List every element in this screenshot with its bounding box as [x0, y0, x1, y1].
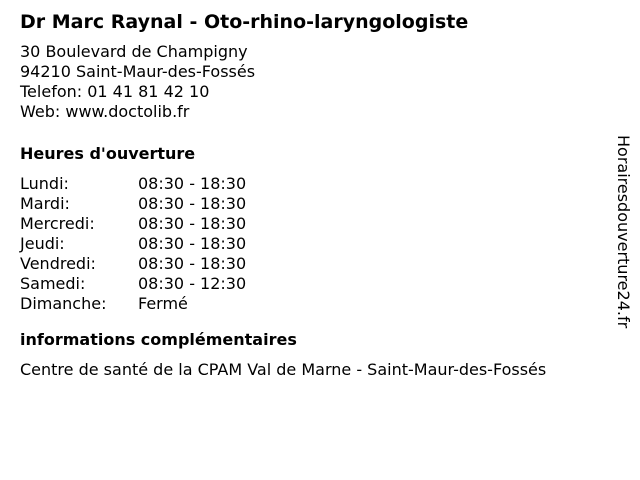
day-label: Samedi:	[20, 274, 86, 293]
page-title: Dr Marc Raynal - Oto-rhino-laryngologiste	[20, 11, 469, 33]
address-street: 30 Boulevard de Champigny	[20, 42, 248, 61]
additional-info-text: Centre de santé de la CPAM Val de Marne - Saint-Maur-des-Fossés	[20, 360, 547, 379]
day-hours: 08:30 - 12:30	[138, 274, 247, 293]
hours-row-sunday	[20, 294, 610, 314]
hours-row-wednesday	[20, 214, 610, 234]
website: Web: www.doctolib.fr	[20, 102, 190, 121]
hours-row-tuesday	[20, 194, 610, 214]
site-watermark: Horairesdouverture24.fr	[614, 135, 633, 329]
day-label: Jeudi:	[20, 234, 65, 253]
day-hours: 08:30 - 18:30	[138, 214, 247, 233]
hours-row-saturday	[20, 274, 610, 294]
address-city: 94210 Saint-Maur-des-Fossés	[20, 62, 256, 81]
hours-row-monday	[20, 174, 610, 194]
day-label: Mercredi:	[20, 214, 95, 233]
hours-row-thursday	[20, 234, 610, 254]
opening-hours-table	[20, 174, 610, 314]
day-label: Mardi:	[20, 194, 70, 213]
phone-number: Telefon: 01 41 81 42 10	[20, 82, 210, 101]
day-hours: Fermé	[138, 294, 188, 313]
day-label: Dimanche:	[20, 294, 107, 313]
listing-card	[20, 9, 610, 380]
hours-row-friday	[20, 254, 610, 274]
day-hours: 08:30 - 18:30	[138, 194, 247, 213]
day-hours: 08:30 - 18:30	[138, 254, 247, 273]
day-hours: 08:30 - 18:30	[138, 234, 247, 253]
opening-hours-heading: Heures d'ouverture	[20, 144, 196, 163]
day-hours: 08:30 - 18:30	[138, 174, 247, 193]
day-label: Vendredi:	[20, 254, 96, 273]
additional-info-heading: informations complémentaires	[20, 330, 297, 349]
day-label: Lundi:	[20, 174, 69, 193]
